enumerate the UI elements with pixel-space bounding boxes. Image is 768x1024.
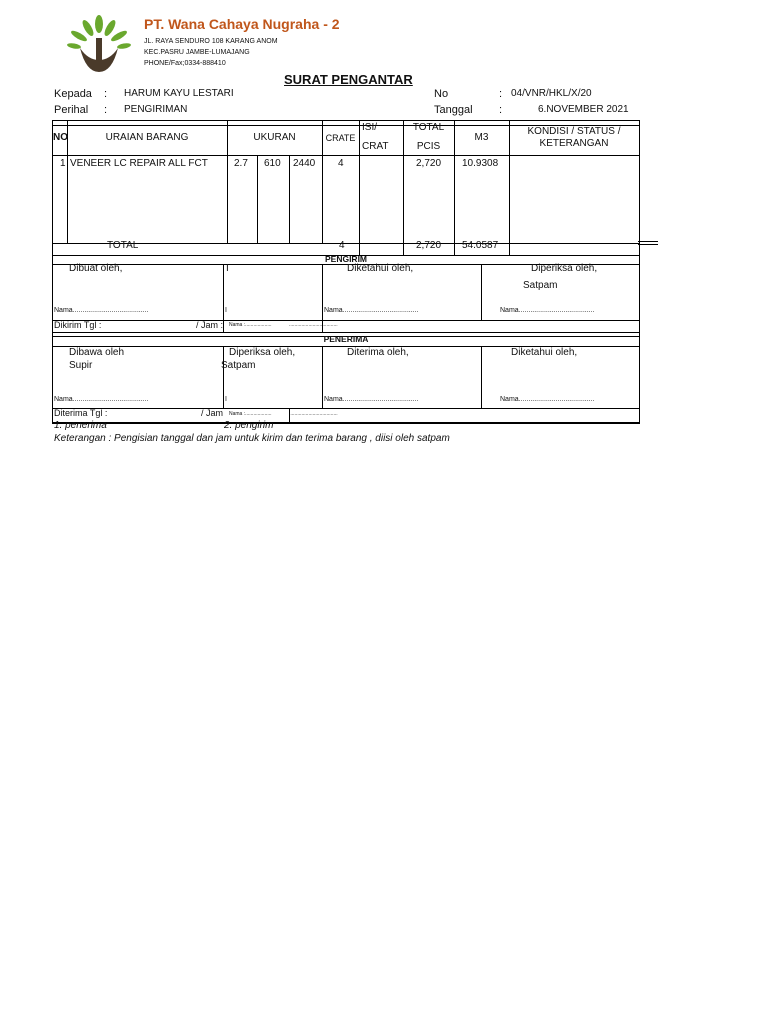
total-crate: 4 bbox=[339, 240, 345, 251]
row-m3: 10.9308 bbox=[462, 158, 499, 169]
col-crate: CRATE bbox=[325, 133, 356, 143]
row-ukuran-3: 2440 bbox=[293, 158, 316, 169]
row-no: 1 bbox=[60, 158, 66, 169]
diterima-tgl-label: Diterima Tgl : bbox=[54, 408, 108, 418]
row-ukuran-2: 610 bbox=[264, 158, 281, 169]
total-m3: 54.0587 bbox=[462, 240, 499, 251]
keterangan-note: Keterangan : Pengisian tanggal dan jam untuk kirim dan terima barang , diisi oleh satpam bbox=[54, 433, 450, 444]
col-no: NO bbox=[53, 132, 68, 143]
row-item: VENEER LC REPAIR ALL FCT bbox=[70, 158, 208, 169]
copy-penerima: 1. penerima bbox=[54, 420, 107, 431]
copy-pengirim: 2. pengirim bbox=[224, 420, 274, 431]
pengirim-diketahui: Diketahui oleh, bbox=[347, 263, 414, 274]
dikirim-dots: ................................... bbox=[289, 322, 338, 328]
pengirim-mark-bottom: I bbox=[225, 307, 227, 314]
total-pcs: 2,720 bbox=[416, 240, 442, 251]
penerima-section-title: PENERIMA bbox=[323, 334, 369, 344]
diterima-dots: ................................... bbox=[289, 411, 338, 417]
company-address-2: KEC.PASRU JAMBE-LUMAJANG bbox=[144, 49, 250, 56]
penerima-satpam: Satpam bbox=[221, 360, 256, 371]
row-crate: 4 bbox=[338, 158, 344, 169]
row-total: 2,720 bbox=[416, 158, 442, 169]
no-value: 04/VNR/HKL/X/20 bbox=[511, 88, 592, 99]
kepada-value: HARUM KAYU LESTARI bbox=[124, 88, 234, 99]
penerima-diketahui: Diketahui oleh, bbox=[511, 347, 578, 358]
tanggal-label: Tanggal bbox=[434, 104, 473, 116]
pengirim-nama-1: Nama....................................... bbox=[54, 307, 149, 314]
penerima-dibawa: Dibawa oleh bbox=[69, 347, 125, 358]
diterima-jam-label: / Jam bbox=[201, 408, 224, 418]
perihal-value: PENGIRIMAN bbox=[124, 104, 188, 115]
document-title: SURAT PENGANTAR bbox=[284, 72, 413, 87]
col-ukuran: UKURAN bbox=[253, 132, 296, 143]
row-ukuran-1: 2.7 bbox=[234, 158, 248, 169]
penerima-diperiksa: Diperiksa oleh, bbox=[229, 347, 296, 358]
pengirim-mark: I bbox=[226, 263, 229, 274]
divider bbox=[638, 241, 658, 242]
col-uraian: URAIAN BARANG bbox=[105, 132, 189, 143]
penerima-supir: Supir bbox=[69, 360, 93, 371]
col-isi-2: CRAT bbox=[362, 141, 389, 152]
col-total: TOTAL bbox=[412, 122, 445, 133]
dikirim-tgl-label: Dikirim Tgl : bbox=[54, 320, 102, 330]
col-isi: ISI/ bbox=[362, 122, 378, 133]
diterima-nama-small: Nama :................... bbox=[229, 411, 272, 417]
penerima-nama-2: Nama....................................... bbox=[324, 396, 419, 403]
divider bbox=[638, 244, 658, 245]
pengirim-satpam: Satpam bbox=[523, 280, 558, 291]
kepada-label: Kepada bbox=[54, 88, 92, 100]
dikirim-jam-label: / Jam : bbox=[196, 320, 224, 330]
penerima-nama-3: Nama....................................... bbox=[500, 396, 595, 403]
pengirim-nama-3: Nama....................................... bbox=[500, 307, 595, 314]
no-colon: : bbox=[499, 88, 503, 100]
col-total-2: PCIS bbox=[416, 141, 441, 152]
company-address-1: JL. RAYA SENDURO 108 KARANG ANOM bbox=[144, 38, 278, 45]
tanggal-value: 6.NOVEMBER 2021 bbox=[538, 104, 629, 115]
company-logo bbox=[66, 14, 132, 74]
perihal-label: Perihal bbox=[54, 104, 89, 116]
pengirim-nama-2: Nama....................................... bbox=[324, 307, 419, 314]
pengirim-section-title: PENGIRIM bbox=[324, 254, 368, 264]
tanggal-colon: : bbox=[499, 104, 503, 116]
company-name: PT. Wana Cahaya Nugraha - 2 bbox=[144, 16, 340, 32]
pengirim-dibuat: Dibuat oleh, bbox=[69, 263, 123, 274]
col-kondisi-2: KETERANGAN bbox=[539, 138, 609, 149]
col-kondisi: KONDISI / STATUS / bbox=[527, 126, 621, 137]
penerima-nama-1: Nama....................................... bbox=[54, 396, 149, 403]
penerima-mark-bottom: I bbox=[225, 396, 227, 403]
col-m3: M3 bbox=[474, 132, 489, 143]
perihal-colon: : bbox=[104, 104, 108, 116]
pengirim-diperiksa: Diperiksa oleh, bbox=[531, 263, 598, 274]
total-label: TOTAL bbox=[107, 240, 139, 251]
dikirim-nama-small: Nama :................... bbox=[229, 322, 272, 328]
delivery-table bbox=[52, 120, 640, 424]
kepada-colon: : bbox=[104, 88, 108, 100]
penerima-diterima: Diterima oleh, bbox=[347, 347, 409, 358]
company-phone: PHONE/Fax;0334-888410 bbox=[144, 60, 226, 67]
no-label: No bbox=[434, 88, 449, 100]
